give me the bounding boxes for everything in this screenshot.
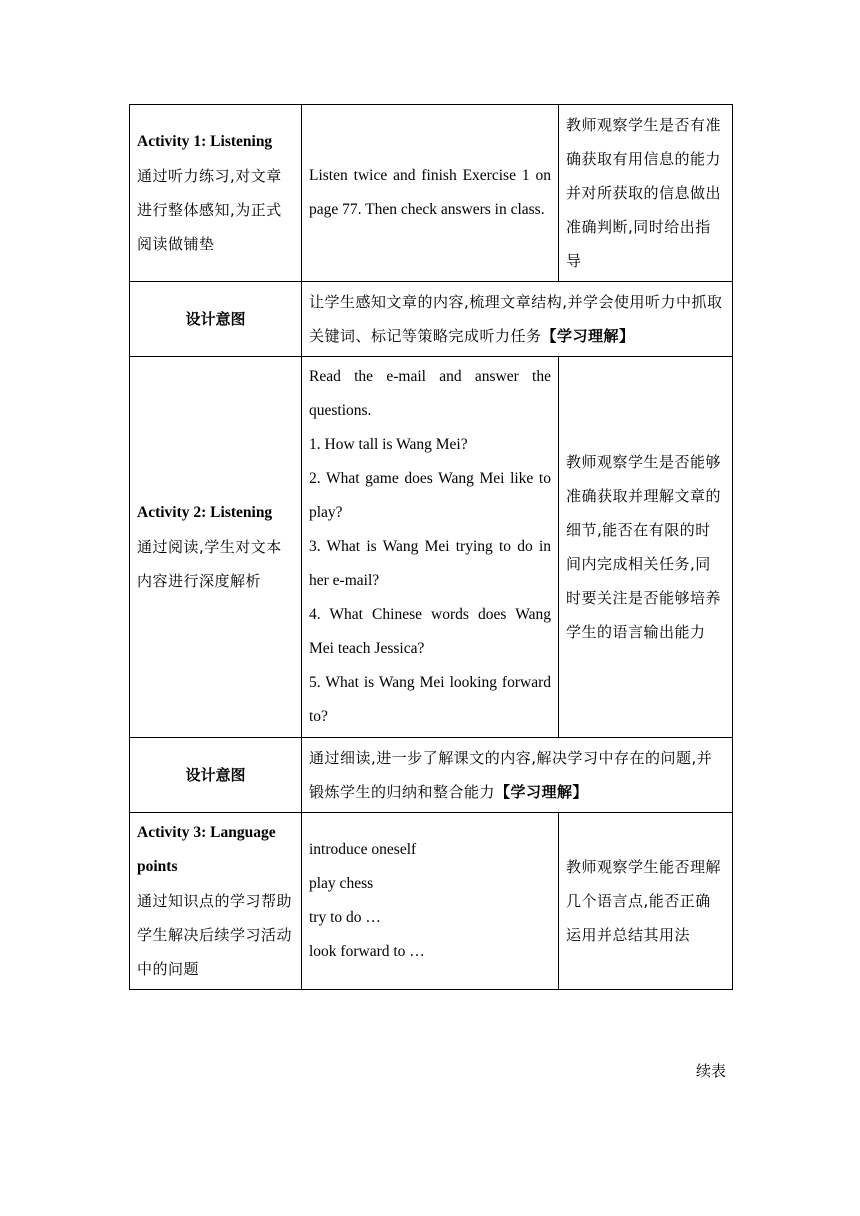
activity-title: Activity 3: Language points <box>137 824 276 875</box>
content-cell <box>302 357 559 738</box>
activity-cell <box>130 813 302 990</box>
design-intent-cell <box>302 738 733 813</box>
content-line: look forward to … <box>309 943 425 960</box>
content-line: 3. What is Wang Mei trying to do in her e-mail? <box>309 538 551 589</box>
design-intent-cell <box>302 282 733 357</box>
design-intent-text: 让学生感知文章的内容,梳理文章结构,并学会使用听力中抓取关键词、标记等策略完成听力任务 <box>309 293 723 345</box>
lesson-plan-table <box>129 104 733 990</box>
content-cell <box>302 813 559 990</box>
design-intent-label: 设计意图 <box>130 738 302 813</box>
assessment-cell: 教师观察学生是否有准确获取有用信息的能力并对所获取的信息做出准确判断,同时给出指导 <box>559 105 733 282</box>
content-line: 4. What Chinese words does Wang Mei teach Jessica? <box>309 606 551 657</box>
table-row <box>130 357 733 738</box>
activity-description: 通过听力练习,对文章进行整体感知,为正式阅读做铺垫 <box>137 167 282 253</box>
content-line: try to do … <box>309 909 381 926</box>
continued-label: 续表 <box>696 1062 727 1080</box>
content-line: introduce oneself <box>309 841 417 858</box>
table-row <box>130 813 733 990</box>
content-line: play chess <box>309 875 374 892</box>
activity-description: 通过阅读,学生对文本内容进行深度解析 <box>137 538 282 590</box>
content-line: Read the e-mail and answer the questions. <box>309 368 551 419</box>
activity-title: Activity 2: Listening <box>137 504 273 521</box>
activity-cell <box>130 105 302 282</box>
design-intent-label: 设计意图 <box>130 282 302 357</box>
content-line: Listen twice and finish Exercise 1 on page 77. Then check answers in class. <box>309 167 551 218</box>
content-line: 5. What is Wang Mei looking forward to? <box>309 674 551 725</box>
design-intent-tag: 【学习理解】 <box>495 783 589 801</box>
activity-cell <box>130 357 302 738</box>
assessment-cell: 教师观察学生是否能够准确获取并理解文章的细节,能否在有限的时间内完成相关任务,同时要关注是否能够培养学生的语言输出能力 <box>559 357 733 738</box>
assessment-cell: 教师观察学生能否理解几个语言点,能否正确运用并总结其用法 <box>559 813 733 990</box>
activity-title: Activity 1: Listening <box>137 133 273 150</box>
table-row <box>130 738 733 813</box>
design-intent-tag: 【学习理解】 <box>541 327 635 345</box>
content-cell <box>302 105 559 282</box>
table-row <box>130 282 733 357</box>
content-line: 2. What game does Wang Mei like to play? <box>309 470 551 521</box>
design-intent-text: 通过细读,进一步了解课文的内容,解决学习中存在的问题,并锻炼学生的归纳和整合能力 <box>309 749 713 801</box>
activity-description: 通过知识点的学习帮助学生解决后续学习活动中的问题 <box>137 892 293 978</box>
table-row <box>130 105 733 282</box>
content-line: 1. How tall is Wang Mei? <box>309 436 468 453</box>
